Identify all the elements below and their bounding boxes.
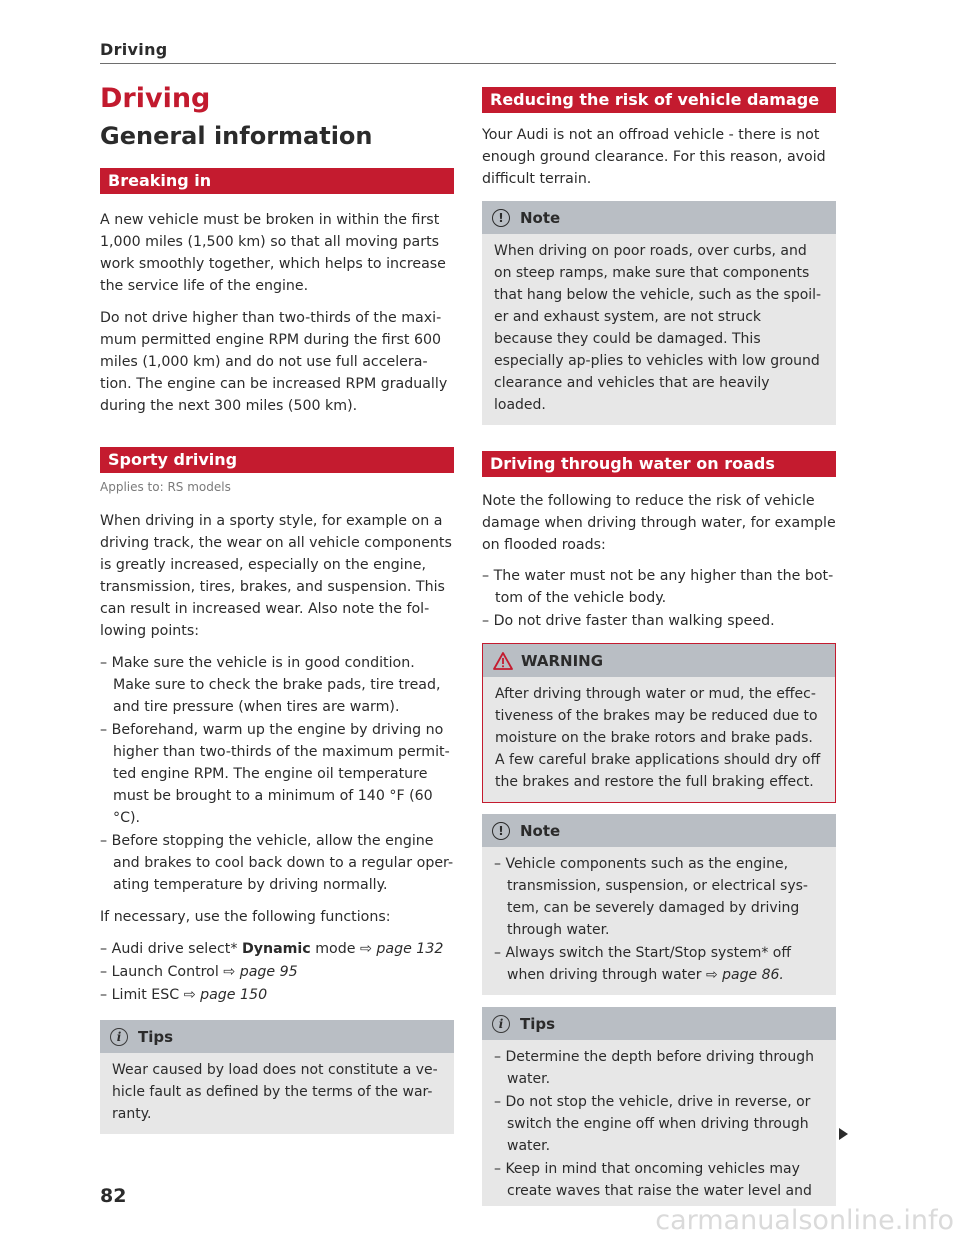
- continue-arrow-icon[interactable]: [839, 1128, 848, 1140]
- warning-box: [482, 643, 836, 803]
- running-head: Driving: [100, 40, 168, 59]
- tips-box-water: [482, 1007, 836, 1206]
- tips-text: Wear caused by load does not constitute a ve-hicle fault as defined by the terms of the war-ranty.: [112, 1062, 438, 1122]
- note-box-header: [482, 814, 836, 847]
- tips-title: Tips: [138, 1027, 174, 1046]
- header-rule: [100, 63, 836, 64]
- list-item: – Make sure the vehicle is in good condition. Make sure to check the brake pads, tire tread, and tire pressure (when tires are warm).: [100, 652, 454, 718]
- right-column: [482, 87, 836, 1206]
- warning-box-header: [483, 644, 835, 677]
- warning-triangle-icon: [493, 652, 513, 670]
- list-item: – Always switch the Start/Stop system* off when driving through water ⇨ page 86.: [494, 942, 824, 986]
- water-rules-list: [482, 565, 836, 632]
- page-reference-link[interactable]: ⇨ page 132: [359, 941, 444, 957]
- left-column: [100, 82, 454, 1134]
- note-box-header: [482, 201, 836, 234]
- exclamation-icon: !: [492, 822, 510, 840]
- warning-box-body: [483, 677, 835, 802]
- list-item: – Before stopping the vehicle, allow the engine and brakes to cool back down to a regular oper-ating temperature by driving normally.: [100, 830, 454, 896]
- breaking-in-paragraph-1: A new vehicle must be broken in within the first 1,000 miles (1,500 km) so that all moving parts work smoothly together, which helps to increase the service life of the engine.: [100, 212, 446, 294]
- list-item: – Keep in mind that oncoming vehicles may create waves that raise the water level and: [494, 1158, 824, 1202]
- tips-box-body: [100, 1053, 454, 1134]
- list-item: – Do not drive faster than walking speed.: [482, 610, 836, 632]
- tips-list: [494, 1046, 824, 1202]
- vehicle-damage-paragraph: Your Audi is not an offroad vehicle - there is not enough ground clearance. For this reason, avoid difficult terrain.: [482, 127, 826, 187]
- page-reference-link[interactable]: ⇨ page 86.: [705, 967, 784, 983]
- list-item: – Determine the depth before driving through water.: [494, 1046, 824, 1090]
- list-item: – Audi drive select* Dynamic mode ⇨ page 132: [100, 938, 454, 960]
- water-paragraph: Note the following to reduce the risk of vehicle damage when driving through water, for example on flooded roads:: [482, 493, 836, 553]
- tips-box-header: [482, 1007, 836, 1040]
- vehicle-damage-heading: Reducing the risk of vehicle damage: [482, 87, 836, 113]
- warning-text: After driving through water or mud, the effec-tiveness of the brakes may be reduced due to moisture on the brake rotors and brake pads. A few careful brake applications should dry off the brakes and restore the full braking effect.: [495, 686, 821, 790]
- water-driving-heading: Driving through water on roads: [482, 451, 836, 477]
- info-icon: i: [110, 1028, 128, 1046]
- tips-box-body: [482, 1040, 836, 1206]
- note-box-water: [482, 814, 836, 995]
- functions-list: [100, 938, 454, 1006]
- sporty-points-list: [100, 652, 454, 896]
- note-box-body: [482, 234, 836, 425]
- tips-title: Tips: [520, 1014, 556, 1033]
- breaking-in-paragraph-2: Do not drive higher than two-thirds of the maxi-mum permitted engine RPM during the first 600 miles (1,000 km) and do not use full accelera-tion. The engine can be increased RPM gradually during the next 300 miles (500 km).: [100, 310, 448, 414]
- note-title: Note: [520, 821, 561, 840]
- watermark: carmanualsonline.info: [655, 1205, 954, 1236]
- sporty-paragraph-1: When driving in a sporty style, for example on a driving track, the wear on all vehicle components is greatly increased, especially on the engine, transmission, tires, brakes, and suspension. This can result in increased wear. Also note the fol-lowing points:: [100, 513, 452, 639]
- note-title: Note: [520, 208, 561, 227]
- sporty-paragraph-2: If necessary, use the following functions:: [100, 909, 391, 925]
- tips-box-header: [100, 1020, 454, 1053]
- note-box-body: [482, 847, 836, 995]
- list-item: – Do not stop the vehicle, drive in reverse, or switch the engine off when driving through water.: [494, 1091, 824, 1157]
- warning-title: WARNING: [521, 651, 604, 670]
- list-item: – The water must not be any higher than the bot-tom of the vehicle body.: [482, 565, 836, 609]
- list-item: – Beforehand, warm up the engine by driving no higher than two-thirds of the maximum permit-ted engine RPM. The engine oil temperature must be brought to a minimum of 140 °F (60 °C).: [100, 719, 454, 829]
- list-item: – Launch Control ⇨ page 95: [100, 961, 454, 983]
- list-item: – Vehicle components such as the engine, transmission, suspension, or electrical sys-tem, can be severely damaged by driving through water.: [494, 853, 824, 941]
- page-reference-link[interactable]: ⇨ page 95: [223, 964, 298, 980]
- info-icon: i: [492, 1015, 510, 1033]
- breaking-in-heading: Breaking in: [100, 168, 454, 194]
- applies-to-note: Applies to: RS models: [100, 480, 231, 494]
- sporty-driving-heading: Sporty driving: [100, 447, 454, 473]
- page-reference-link[interactable]: ⇨ page 150: [183, 987, 268, 1003]
- section-subtitle: General information: [100, 122, 373, 150]
- note-box-damage: [482, 201, 836, 425]
- dynamic-mode-label: Dynamic: [241, 941, 311, 957]
- tips-box: [100, 1020, 454, 1134]
- section-title: Driving: [100, 83, 211, 114]
- list-item: – Limit ESC ⇨ page 150: [100, 984, 454, 1006]
- note-list: [494, 853, 824, 986]
- note-text: When driving on poor roads, over curbs, and on steep ramps, make sure that components that hang below the vehicle, such as the spoil-er and exhaust system, are not struck because they could be damaged. This especially ap-plies to vehicles with low ground clearance and vehicles that are heavily loaded.: [494, 243, 822, 413]
- exclamation-icon: !: [492, 209, 510, 227]
- page-number: 82: [100, 1185, 127, 1207]
